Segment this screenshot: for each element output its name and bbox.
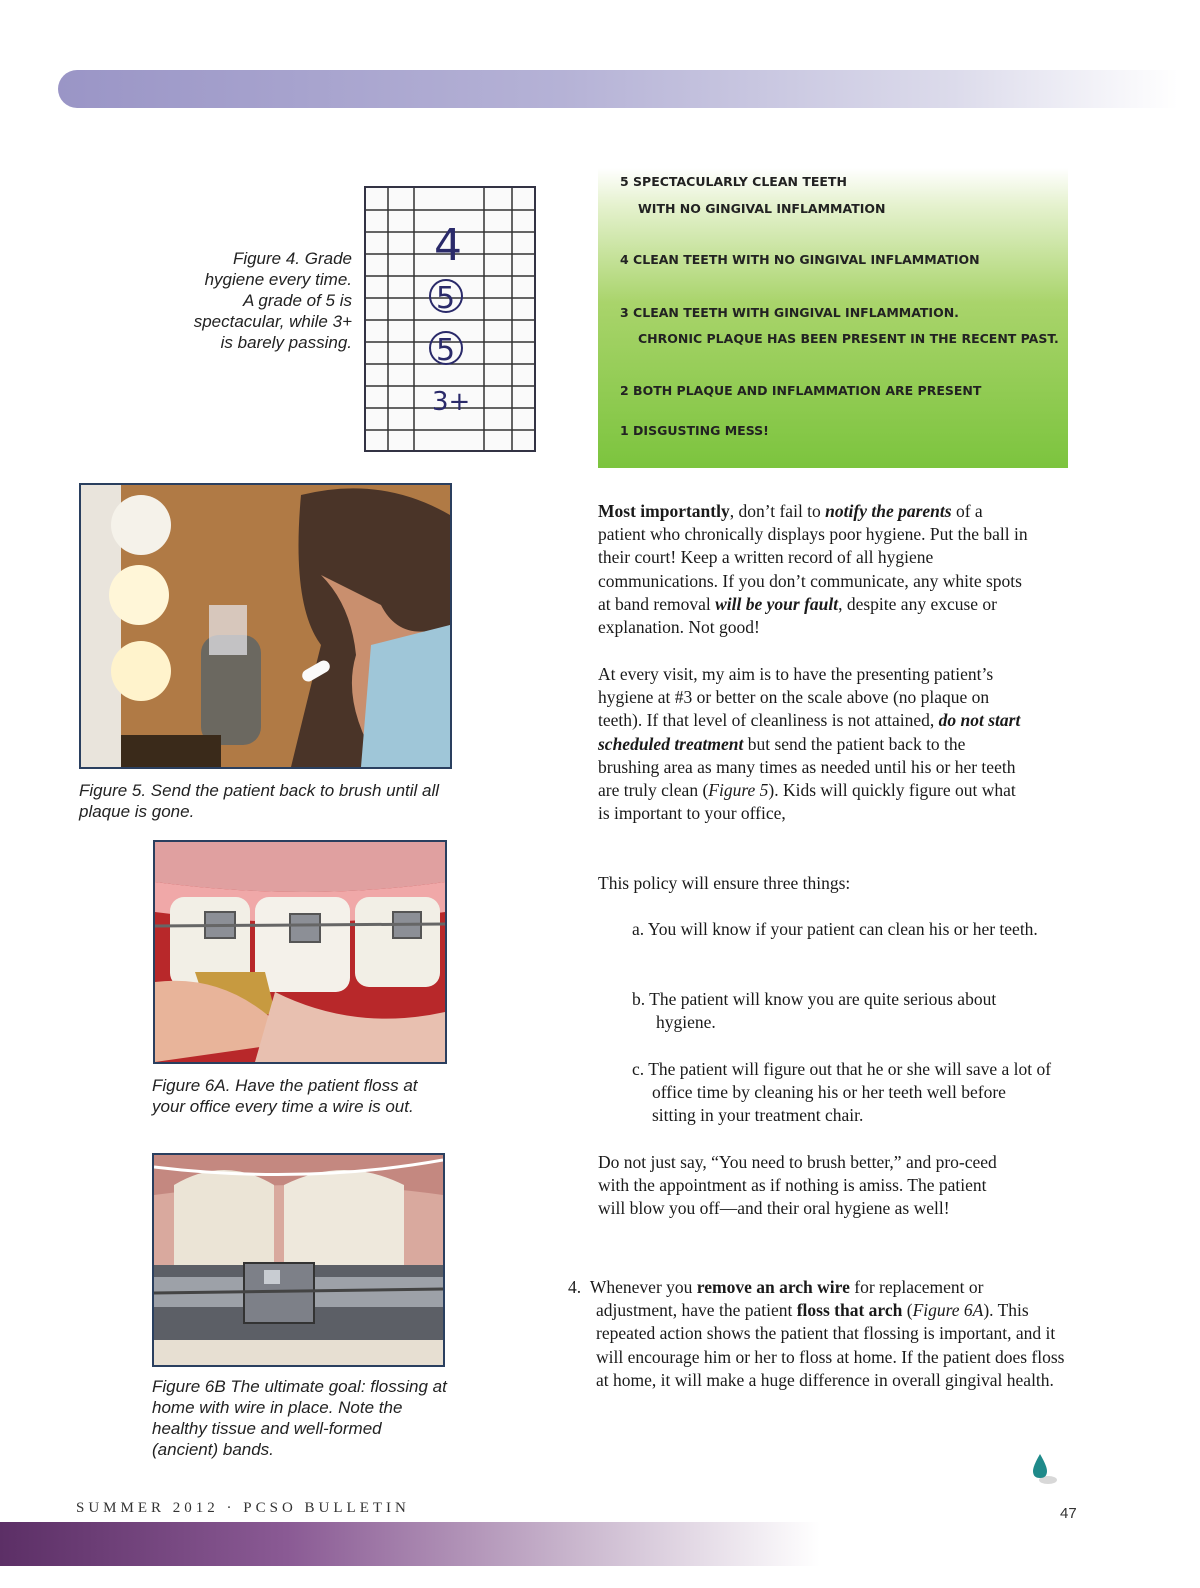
figure6b-caption: Figure 6B The ultimate goal: flossing at home with wire in place. Note the healthy tissue and well-formed (ancient) bands. — [152, 1377, 447, 1459]
figure6b-photo — [152, 1153, 445, 1367]
grade-3plus: 3+ — [432, 387, 471, 417]
para2-figure-ref: Figure 5 — [708, 780, 769, 801]
scale-level-3: 3 CLEAN TEETH WITH GINGIVAL INFLAMMATION. — [620, 305, 959, 320]
figure5-photo — [79, 483, 452, 769]
hygiene-scale-box — [598, 168, 1068, 468]
para1-text1: , don’t fail to — [729, 501, 826, 521]
page-number: 47 — [1060, 1505, 1077, 1522]
para2-emphasis: do not start scheduled treatment — [598, 710, 1021, 754]
item4-figure-ref: Figure 6A — [912, 1300, 984, 1321]
list-item-b: b. The patient will know you are quite serious about hygiene. — [632, 989, 997, 1033]
para2-text2: but send the patient back to the brushing area as many times as needed until his or her teeth are truly clean ( — [598, 733, 1016, 801]
item4-bold2: floss that arch — [796, 1300, 903, 1321]
grade-5a: 5 — [436, 281, 456, 316]
grade-card-grid — [366, 188, 534, 450]
header-band — [58, 70, 1178, 108]
scale-level-4: 4 CLEAN TEETH WITH NO GINGIVAL INFLAMMATION — [620, 252, 980, 267]
paragraph-policy: This policy will ensure three things: — [598, 873, 851, 893]
para1-text3: , despite any excuse or explanation. Not good! — [598, 593, 998, 638]
paragraph-do-not-just-say: Do not just say, “You need to brush better,” and pro-ceed with the appointment as if nothing is amiss. The patient will blow you off—and their oral hygiene as well! — [598, 1152, 997, 1219]
numbered-item-4 — [568, 1276, 1066, 1392]
para1-text2: of a patient who chronically displays poor hygiene. Put the ball in their court! Keep a written record of all hygiene communications. If you don’t communicate, any white spots at band removal — [598, 501, 1028, 614]
para1-emphasis2: will be your fault — [715, 593, 839, 614]
scale-level-1: 1 DISGUSTING MESS! — [620, 423, 769, 438]
publication-name: SUMMER 2012 · PCSO BULLETIN — [76, 1500, 410, 1516]
item4-bold1: remove an arch wire — [696, 1277, 850, 1297]
para2-text3: ). Kids will quickly figure out what is important to your office, — [598, 780, 1016, 824]
grade-4: 4 — [434, 220, 462, 271]
figure4-caption: Figure 4. Grade hygiene every time. A grade of 5 is spectacular, while 3+ is barely passing. — [193, 249, 352, 352]
scale-level-3-detail: CHRONIC PLAQUE HAS BEEN PRESENT IN THE RECENT PAST. — [638, 331, 1059, 346]
para1-bold: Most importantly — [598, 501, 730, 521]
item4-text4: ). This repeated action shows the patient that flossing is important, and it will encourage him or her to floss at home. If the patient does floss at home, it will make a huge difference in overall gingival health. — [596, 1300, 1065, 1390]
water-drop-icon — [1030, 1452, 1058, 1486]
figure6a-caption: Figure 6A. Have the patient floss at your office every time a wire is out. — [152, 1076, 418, 1116]
paragraph-every-visit — [598, 663, 1030, 825]
paragraph-notify-parents — [598, 500, 1030, 639]
footer-band — [0, 1522, 820, 1566]
item4-number: 4. — [568, 1277, 582, 1297]
scale-level-2: 2 BOTH PLAQUE AND INFLAMMATION ARE PRESENT — [620, 383, 982, 398]
figure5-caption: Figure 5. Send the patient back to brush until all plaque is gone. — [79, 781, 440, 821]
para1-emphasis1: notify the parents — [825, 501, 952, 521]
para2-text1: At every visit, my aim is to have the presenting patient’s hygiene at #3 or better on the scale above (no plaque on teeth). If that level of cleanliness is not attained, — [598, 664, 994, 731]
list-item-c: c. The patient will figure out that he or she will save a lot of office time by cleaning his or her teeth well before sitting in your treatment chair. — [632, 1059, 1052, 1126]
item4-text3: ( — [902, 1300, 913, 1321]
list-item-a: a. You will know if your patient can clean his or her teeth. — [632, 919, 1038, 939]
grade-5b: 5 — [436, 333, 456, 368]
figure6a-photo — [153, 840, 447, 1064]
item4-text2: for replacement or adjustment, have the patient — [596, 1277, 984, 1321]
scale-level-5: 5 SPECTACULARLY CLEAN TEETH — [620, 174, 847, 189]
scale-level-5-detail: WITH NO GINGIVAL INFLAMMATION — [638, 201, 886, 216]
grade-card-image — [364, 186, 536, 452]
item4-text1: Whenever you — [589, 1277, 697, 1297]
